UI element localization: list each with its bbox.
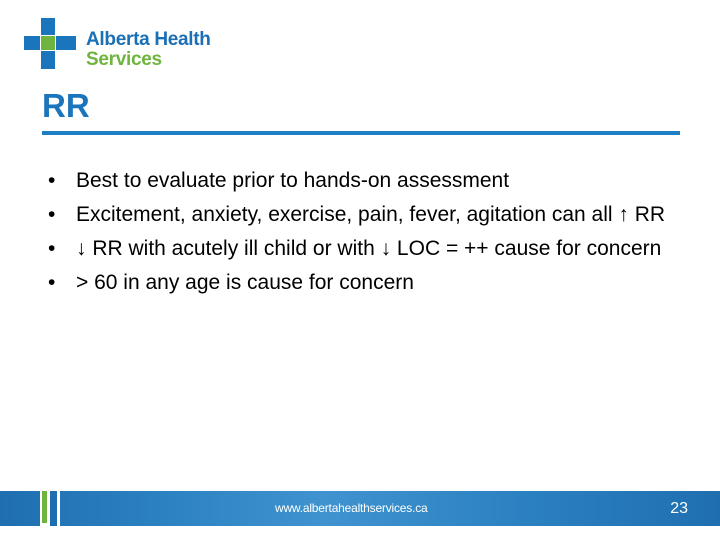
bullet-dot: • <box>48 271 56 294</box>
bullet-text: Best to evaluate prior to hands-on assessment <box>76 169 510 192</box>
bullet-item <box>42 268 682 297</box>
bullet-dot: • <box>48 203 56 226</box>
bullet-item <box>42 166 682 195</box>
ahs-cross-icon <box>24 18 80 70</box>
bullet-item <box>42 200 682 229</box>
bullet-dot: • <box>48 237 56 260</box>
title-divider <box>42 131 680 135</box>
bullet-text: Excitement, anxiety, exercise, pain, fever, agitation can all ↑ RR <box>76 203 666 226</box>
logo-text <box>86 30 211 70</box>
bullet-text: > 60 in any age is cause for concern <box>76 271 414 294</box>
footer-brand-mark-icon <box>40 491 60 526</box>
footer-bottom-margin <box>0 526 720 540</box>
logo-line1: Alberta Health <box>86 29 211 50</box>
logo-line2: Services <box>86 49 162 70</box>
footer-url: www.albertahealthservices.ca <box>275 501 428 515</box>
bullet-text: ↓ RR with acutely ill child or with ↓ LOC = ++ cause for concern <box>76 237 662 260</box>
bullet-dot: • <box>48 169 56 192</box>
ahs-logo <box>24 18 214 72</box>
bullet-list <box>42 166 682 302</box>
page-number: 23 <box>670 500 688 517</box>
bullet-item <box>42 234 682 263</box>
slide-title: RR <box>42 87 90 124</box>
